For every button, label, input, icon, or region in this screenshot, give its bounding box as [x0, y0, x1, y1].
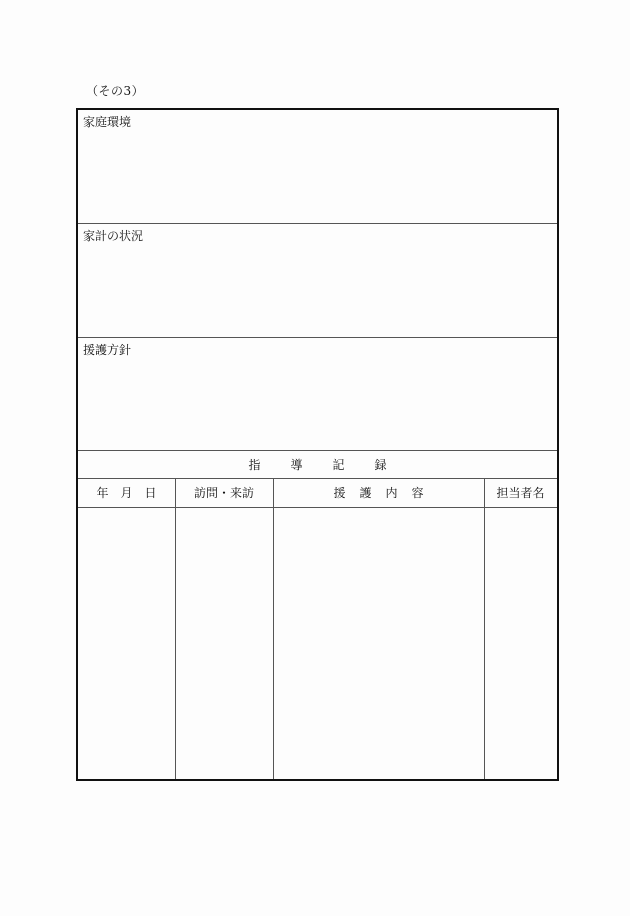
date-column-header: 年月日 — [96, 486, 169, 500]
guidance-record-header — [78, 451, 557, 479]
page-label: （その3） — [86, 84, 145, 98]
staff-entry-cell[interactable] — [485, 508, 557, 779]
guidance-record-title: 指導記録 — [248, 458, 417, 472]
date-entry-cell[interactable] — [78, 508, 175, 779]
household-finances-label: 家計の状況 — [83, 229, 144, 243]
content-column-header: 援護内容 — [333, 486, 438, 500]
staff-column-header: 担当者名 — [496, 486, 545, 500]
home-environment-section[interactable] — [78, 110, 557, 224]
household-finances-section[interactable] — [78, 224, 557, 338]
content-entry-cell[interactable] — [274, 508, 484, 779]
support-policy-label: 援護方針 — [83, 343, 132, 357]
visit-entry-cell[interactable] — [176, 508, 273, 779]
visit-column-header: 訪問・来訪 — [193, 486, 254, 500]
home-environment-label: 家庭環境 — [83, 115, 132, 129]
form-frame — [76, 108, 559, 781]
record-column-headers — [78, 479, 557, 508]
support-policy-section[interactable] — [78, 338, 557, 451]
